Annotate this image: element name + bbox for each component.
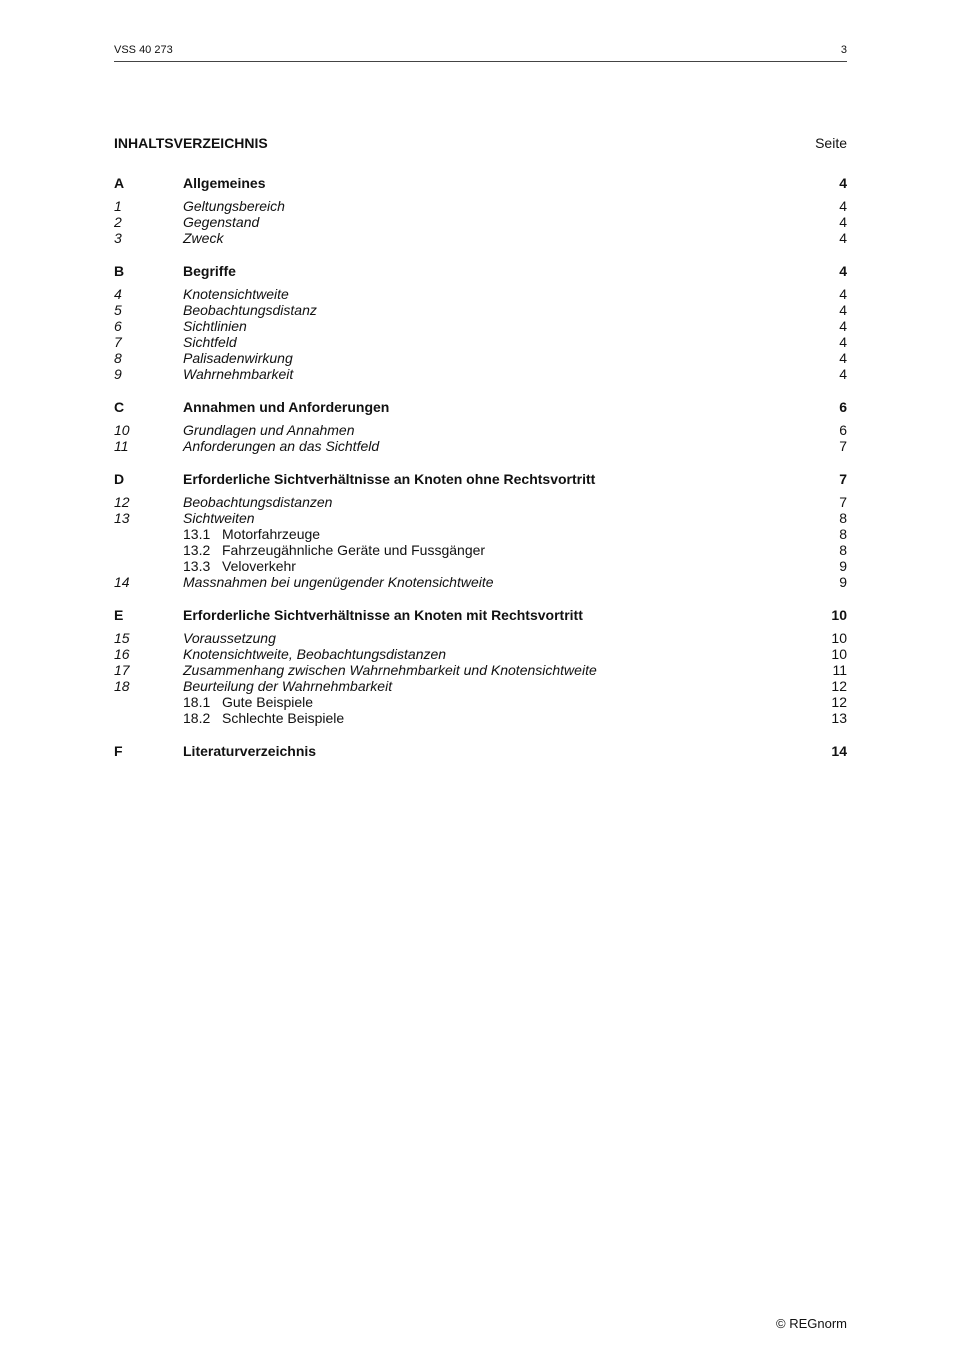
item-page: 7 bbox=[839, 438, 847, 454]
toc-item[interactable] bbox=[114, 662, 847, 678]
item-number: 18 bbox=[114, 678, 130, 694]
section-letter: E bbox=[114, 607, 124, 623]
toc-item[interactable] bbox=[114, 334, 847, 350]
item-number: 1 bbox=[114, 198, 122, 214]
section-page: 7 bbox=[839, 471, 847, 487]
section-letter: A bbox=[114, 175, 125, 191]
item-page: 4 bbox=[839, 214, 847, 230]
item-number: 15 bbox=[114, 630, 130, 646]
toc-item[interactable] bbox=[114, 494, 847, 510]
subitem-label bbox=[183, 542, 485, 558]
section-title: Allgemeines bbox=[183, 175, 266, 191]
subitem-number: 18.2 bbox=[183, 710, 211, 726]
page-header bbox=[114, 43, 847, 62]
toc-item[interactable] bbox=[114, 318, 847, 334]
item-label: Geltungsbereich bbox=[183, 198, 285, 214]
subitem-label bbox=[183, 526, 320, 542]
item-page: 9 bbox=[839, 574, 847, 590]
item-label: Beobachtungsdistanz bbox=[183, 302, 317, 318]
item-page: 4 bbox=[839, 286, 847, 302]
subitem-page: 8 bbox=[839, 526, 847, 542]
toc-section bbox=[114, 742, 847, 760]
section-page: 4 bbox=[839, 263, 847, 279]
item-label: Anforderungen an das Sichtfeld bbox=[183, 438, 380, 454]
item-number: 6 bbox=[114, 318, 122, 334]
item-page: 11 bbox=[832, 662, 847, 678]
subitem-number: 18.1 bbox=[183, 694, 211, 710]
section-letter: B bbox=[114, 263, 125, 279]
toc-subitem[interactable] bbox=[114, 710, 847, 726]
section-title: Annahmen und Anforderungen bbox=[183, 399, 390, 415]
item-label: Sichtfeld bbox=[183, 334, 237, 350]
subitem-page: 13 bbox=[831, 710, 847, 726]
toc-item[interactable] bbox=[114, 438, 847, 454]
item-number: 3 bbox=[114, 230, 122, 246]
subitem-label bbox=[183, 694, 313, 710]
toc-section bbox=[114, 606, 847, 726]
item-number: 14 bbox=[114, 574, 130, 590]
item-label: Wahrnehmbarkeit bbox=[183, 366, 294, 382]
toc-item[interactable] bbox=[114, 214, 847, 230]
subitem-text: Veloverkehr bbox=[222, 558, 296, 574]
toc-title: INHALTSVERZEICHNIS bbox=[114, 135, 268, 151]
page-number: 3 bbox=[840, 44, 847, 56]
item-number: 5 bbox=[114, 302, 122, 318]
toc-item[interactable] bbox=[114, 646, 847, 662]
toc-subitem[interactable] bbox=[114, 558, 847, 574]
document-id: VSS 40 273 bbox=[114, 44, 173, 56]
item-number: 13 bbox=[114, 510, 130, 526]
toc-section bbox=[114, 398, 847, 454]
item-label: Palisadenwirkung bbox=[183, 350, 293, 366]
item-page: 4 bbox=[839, 350, 847, 366]
subitem-page: 9 bbox=[839, 558, 847, 574]
item-label: Beobachtungsdistanzen bbox=[183, 494, 333, 510]
item-label: Grundlagen und Annahmen bbox=[183, 422, 355, 438]
item-label: Knotensichtweite, Beobachtungsdistanzen bbox=[183, 646, 447, 662]
toc-heading-row bbox=[114, 135, 847, 153]
item-number: 4 bbox=[114, 286, 122, 302]
subitem-label bbox=[183, 710, 344, 726]
item-number: 11 bbox=[114, 438, 129, 454]
item-label: Knotensichtweite bbox=[183, 286, 289, 302]
toc-section-heading[interactable] bbox=[114, 174, 847, 192]
toc-subitem[interactable] bbox=[114, 526, 847, 542]
table-of-contents bbox=[114, 174, 847, 776]
item-label: Massnahmen bei ungenügender Knotensichtweite bbox=[183, 574, 494, 590]
item-number: 12 bbox=[114, 494, 130, 510]
item-page: 4 bbox=[839, 318, 847, 334]
toc-item[interactable] bbox=[114, 510, 847, 526]
item-label: Sichtweiten bbox=[183, 510, 255, 526]
copyright-footer: © REGnorm bbox=[776, 1316, 847, 1331]
item-page: 10 bbox=[831, 646, 847, 662]
item-number: 10 bbox=[114, 422, 130, 438]
toc-section bbox=[114, 174, 847, 246]
item-page: 8 bbox=[839, 510, 847, 526]
toc-item[interactable] bbox=[114, 422, 847, 438]
toc-section-heading[interactable] bbox=[114, 742, 847, 760]
toc-subitem[interactable] bbox=[114, 694, 847, 710]
subitem-text: Motorfahrzeuge bbox=[222, 526, 321, 542]
item-label: Zweck bbox=[183, 230, 224, 246]
section-page: 6 bbox=[839, 399, 847, 415]
toc-subitem[interactable] bbox=[114, 542, 847, 558]
page-column-label: Seite bbox=[815, 135, 847, 151]
toc-section-heading[interactable] bbox=[114, 606, 847, 624]
section-letter: D bbox=[114, 471, 125, 487]
toc-item[interactable] bbox=[114, 574, 847, 590]
section-page: 4 bbox=[839, 175, 847, 191]
toc-item[interactable] bbox=[114, 366, 847, 382]
toc-item[interactable] bbox=[114, 302, 847, 318]
subitem-text: Schlechte Beispiele bbox=[222, 710, 345, 726]
item-page: 7 bbox=[839, 494, 847, 510]
toc-section bbox=[114, 262, 847, 382]
item-number: 16 bbox=[114, 646, 130, 662]
item-label: Voraussetzung bbox=[183, 630, 276, 646]
item-label: Sichtlinien bbox=[183, 318, 247, 334]
item-label: Gegenstand bbox=[183, 214, 260, 230]
item-number: 2 bbox=[114, 214, 122, 230]
item-label: Beurteilung der Wahrnehmbarkeit bbox=[183, 678, 393, 694]
subitem-text: Fahrzeugähnliche Geräte und Fussgänger bbox=[222, 542, 486, 558]
item-number: 9 bbox=[114, 366, 122, 382]
item-page: 4 bbox=[839, 198, 847, 214]
section-title: Begriffe bbox=[183, 263, 236, 279]
section-letter: F bbox=[114, 743, 123, 759]
subitem-page: 8 bbox=[839, 542, 847, 558]
section-title: Erforderliche Sichtverhältnisse an Knoten ohne Rechtsvortritt bbox=[183, 471, 596, 487]
subitem-number: 13.2 bbox=[183, 542, 211, 558]
toc-item[interactable] bbox=[114, 198, 847, 214]
toc-section-heading[interactable] bbox=[114, 398, 847, 416]
item-page: 4 bbox=[839, 302, 847, 318]
item-page: 4 bbox=[839, 366, 847, 382]
subitem-page: 12 bbox=[831, 694, 847, 710]
section-title: Literaturverzeichnis bbox=[183, 743, 317, 759]
toc-item[interactable] bbox=[114, 350, 847, 366]
item-page: 4 bbox=[839, 230, 847, 246]
toc-item[interactable] bbox=[114, 230, 847, 246]
subitem-label bbox=[183, 558, 296, 574]
subitem-number: 13.1 bbox=[183, 526, 211, 542]
subitem-number: 13.3 bbox=[183, 558, 211, 574]
item-number: 17 bbox=[114, 662, 130, 678]
toc-item[interactable] bbox=[114, 678, 847, 694]
item-page: 6 bbox=[839, 422, 847, 438]
item-page: 4 bbox=[839, 334, 847, 350]
item-page: 12 bbox=[831, 678, 847, 694]
toc-section-heading[interactable] bbox=[114, 470, 847, 488]
toc-item[interactable] bbox=[114, 630, 847, 646]
item-number: 7 bbox=[114, 334, 122, 350]
section-page: 14 bbox=[831, 743, 847, 759]
section-title: Erforderliche Sichtverhältnisse an Knoten mit Rechtsvortritt bbox=[183, 607, 583, 623]
section-page: 10 bbox=[831, 607, 847, 623]
section-letter: C bbox=[114, 399, 125, 415]
subitem-text: Gute Beispiele bbox=[222, 694, 314, 710]
item-label: Zusammenhang zwischen Wahrnehmbarkeit und Knotensichtweite bbox=[183, 662, 597, 678]
toc-section-heading[interactable] bbox=[114, 262, 847, 280]
item-number: 8 bbox=[114, 350, 122, 366]
item-page: 10 bbox=[831, 630, 847, 646]
toc-section bbox=[114, 470, 847, 590]
toc-item[interactable] bbox=[114, 286, 847, 302]
